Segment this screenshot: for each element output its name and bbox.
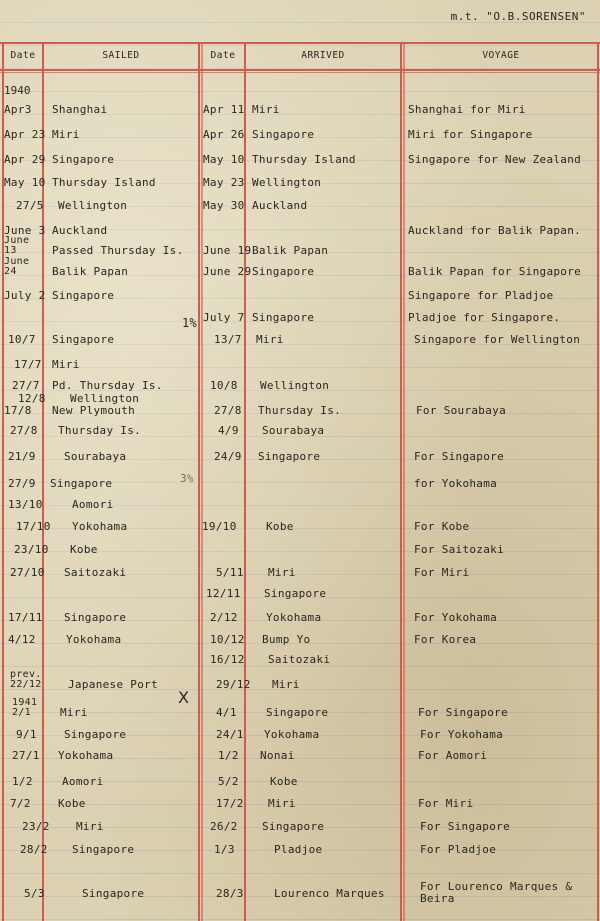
sailed-date: 27/1 [12, 749, 40, 762]
arrived-date: 24/1 [216, 728, 244, 741]
arrived-date: 10/8 [210, 379, 238, 392]
voyage-description: For Yokohama [414, 611, 498, 624]
sailed-date: 1941 2/1 [12, 697, 38, 718]
sailed-date: May 10 [4, 176, 46, 189]
arrived-date: 5/2 [218, 775, 239, 788]
arrived-date: 17/2 [216, 797, 244, 810]
header-sailed: SAILED [102, 50, 140, 61]
voyage-description: For Aomori [418, 749, 488, 762]
sailed-date: 28/2 [20, 843, 48, 856]
sailed-port: Japanese Port [68, 678, 158, 691]
sailed-date: 17/10 [16, 520, 51, 533]
arrived-port: Singapore [262, 820, 325, 833]
sailed-date: 27/10 [10, 566, 45, 579]
sailed-date: 12/8 [18, 392, 46, 405]
margin-mark: 1% [182, 316, 198, 330]
voyage-description: Singapore for Wellington [414, 333, 581, 346]
arrived-port: Kobe [266, 520, 294, 533]
sailed-date: 13/10 [8, 498, 43, 511]
sailed-port: Yokohama [66, 633, 122, 646]
voyage-description: Balik Papan for Singapore [408, 265, 582, 278]
header-voyage: VOYAGE [482, 50, 520, 61]
year-label: 1940 [4, 84, 31, 97]
voyage-description: for Yokohama [414, 477, 498, 490]
voyage-description: For Singapore [418, 706, 508, 719]
sailed-date: 27/8 [10, 424, 38, 437]
arrived-date: 24/9 [214, 450, 242, 463]
column-rule-arrived [400, 42, 402, 921]
arrived-date: 1/2 [218, 749, 239, 762]
sailed-port: Saitozaki [64, 566, 127, 579]
sailed-port: Singapore [64, 611, 127, 624]
arrived-port: Thursday Island [252, 153, 356, 166]
voyage-description: Singapore for Pladjoe [408, 289, 554, 302]
arrived-port: Auckland [252, 199, 308, 212]
voyage-description: For Yokohama [420, 728, 504, 741]
sailed-port: Kobe [70, 543, 98, 556]
arrived-date: 19/10 [202, 520, 237, 533]
arrived-date: 27/8 [214, 404, 242, 417]
header-top-rule [0, 42, 600, 44]
arrived-port: Miri [268, 566, 296, 579]
sailed-port: Singapore [64, 728, 127, 741]
sailed-port: Singapore [82, 887, 145, 900]
voyage-description: For Lourenco Marques & Beira [420, 880, 573, 905]
voyage-description: Pladjoe for Singapore. [408, 311, 561, 324]
arrived-port: Singapore [258, 450, 321, 463]
sailed-date: 27/5 [16, 199, 44, 212]
voyage-description: For Miri [418, 797, 474, 810]
header-bottom-rule [0, 69, 600, 71]
sailed-date: 17/8 [4, 404, 32, 417]
voyage-description: Shanghai for Miri [408, 103, 526, 116]
ship-title: m.t. "O.B.SORENSEN" [450, 10, 586, 23]
header-date-sailed: Date [10, 50, 36, 61]
column-rule-date1 [42, 42, 44, 921]
arrived-date: July 7 [203, 311, 245, 324]
sailed-date: 10/7 [8, 333, 36, 346]
arrived-port: Singapore [252, 311, 315, 324]
header-arrived: ARRIVED [301, 50, 345, 61]
arrived-port: Miri [268, 797, 296, 810]
arrived-date: June 29 [203, 265, 252, 278]
sailed-date: 23/2 [22, 820, 50, 833]
voyage-description: For Singapore [414, 450, 504, 463]
sailed-date: Apr3 [4, 103, 32, 116]
sailed-port: Singapore [50, 477, 113, 490]
arrived-date: 28/3 [216, 887, 244, 900]
arrived-port: Saitozaki [268, 653, 331, 666]
arrived-port: Sourabaya [262, 424, 325, 437]
sailed-port: Miri [52, 128, 80, 141]
arrived-port: Bump Yo [262, 633, 311, 646]
arrived-port: Kobe [270, 775, 298, 788]
arrived-port: Singapore [266, 706, 329, 719]
sailed-port: Aomori [62, 775, 104, 788]
sailed-date: prev. 22/12 [10, 669, 42, 690]
arrived-date: 26/2 [210, 820, 238, 833]
voyage-description: For Korea [414, 633, 477, 646]
sailed-port: Wellington [58, 199, 128, 212]
sailed-port: Kobe [58, 797, 86, 810]
arrived-port: Nonai [260, 749, 295, 762]
sailed-port: Singapore [52, 289, 115, 302]
sailed-port: Wellington [70, 392, 140, 405]
arrived-date: 2/12 [210, 611, 238, 624]
sailed-port: Singapore [52, 333, 115, 346]
sailed-port: Balik Papan [52, 265, 129, 278]
sailed-port: Miri [52, 358, 80, 371]
sailed-date: 23/10 [14, 543, 49, 556]
arrived-port: Pladjoe [274, 843, 323, 856]
sailed-date: 5/3 [24, 887, 45, 900]
arrived-date: May 30 [203, 199, 245, 212]
sailed-port: Aomori [72, 498, 114, 511]
column-rule-date2 [244, 42, 246, 921]
arrived-port: Miri [252, 103, 280, 116]
sailed-date: Apr 23 [4, 128, 46, 141]
sailed-date: June 24 [4, 256, 30, 277]
sailed-date: 1/2 [12, 775, 33, 788]
arrived-date: 1/3 [214, 843, 235, 856]
voyage-description: Singapore for New Zealand [408, 153, 582, 166]
arrived-port: Singapore [252, 128, 315, 141]
arrived-port: Miri [272, 678, 300, 691]
sailed-date: June 3 [4, 224, 46, 237]
sailed-port: Sourabaya [64, 450, 127, 463]
arrived-date: 29/12 [216, 678, 251, 691]
voyage-description: For Miri [414, 566, 470, 579]
arrived-port: Yokohama [266, 611, 322, 624]
sailed-port: Singapore [72, 843, 135, 856]
sailed-port: Miri [60, 706, 88, 719]
sailed-date: 9/1 [16, 728, 37, 741]
header-date-arrived: Date [210, 50, 236, 61]
arrived-port: Wellington [260, 379, 330, 392]
sailed-date: 4/12 [8, 633, 36, 646]
arrived-port: Singapore [252, 265, 315, 278]
sailed-port: Yokohama [58, 749, 114, 762]
sailed-port: Thursday Island [52, 176, 156, 189]
sailed-date: Apr 29 [4, 153, 46, 166]
arrived-port: Thursday Is. [258, 404, 342, 417]
column-rule-sailed-double [201, 42, 203, 921]
sailed-date: July 2 [4, 289, 46, 302]
header-bottom-rule-double [0, 72, 600, 73]
arrived-date: Apr 11 [203, 103, 245, 116]
sailed-date: 17/11 [8, 611, 43, 624]
sailed-date: 27/7 [12, 379, 40, 392]
margin-mark: 3% [180, 472, 194, 485]
arrived-date: 16/12 [210, 653, 245, 666]
arrived-date: June 19 [203, 244, 252, 257]
sailed-port: Pd. Thursday Is. [52, 379, 163, 392]
arrived-date: May 10 [203, 153, 245, 166]
column-rule-arrived-double [403, 42, 405, 921]
column-rule-right [597, 42, 599, 921]
sailed-port: Singapore [52, 153, 115, 166]
sailed-port: Yokohama [72, 520, 128, 533]
sailed-date: 7/2 [10, 797, 31, 810]
sailed-port: Thursday Is. [58, 424, 142, 437]
arrived-date: 4/9 [218, 424, 239, 437]
arrived-port: Lourenco Marques [274, 887, 385, 900]
voyage-description: Auckland for Balik Papan. [408, 224, 582, 237]
voyage-description: Miri for Singapore [408, 128, 533, 141]
voyage-description: For Sourabaya [416, 404, 506, 417]
sailed-port: Auckland [52, 224, 108, 237]
arrived-port: Miri [256, 333, 284, 346]
arrived-date: 12/11 [206, 587, 241, 600]
voyage-description: For Singapore [420, 820, 510, 833]
arrived-date: May 23 [203, 176, 245, 189]
arrived-date: 4/1 [216, 706, 237, 719]
sailed-port: New Plymouth [52, 404, 136, 417]
column-rule-left [2, 42, 4, 921]
arrived-port: Yokohama [264, 728, 320, 741]
sailed-date: June 13 [4, 235, 30, 256]
sailed-port: Passed Thursday Is. [52, 244, 184, 257]
arrived-date: Apr 26 [203, 128, 245, 141]
voyage-description: For Kobe [414, 520, 470, 533]
sailed-date: 21/9 [8, 450, 36, 463]
sailed-port: Miri [76, 820, 104, 833]
sailed-date: 27/9 [8, 477, 36, 490]
arrived-date: 13/7 [214, 333, 242, 346]
voyage-description: For Pladjoe [420, 843, 497, 856]
arrived-port: Wellington [252, 176, 322, 189]
voyage-description: For Saitozaki [414, 543, 504, 556]
sailed-port: Shanghai [52, 103, 108, 116]
column-rule-sailed [198, 42, 200, 921]
arrived-port: Singapore [264, 587, 327, 600]
sailed-date: 17/7 [14, 358, 42, 371]
handwritten-x-mark: X [178, 688, 190, 707]
arrived-date: 5/11 [216, 566, 244, 579]
arrived-port: Balik Papan [252, 244, 329, 257]
arrived-date: 10/12 [210, 633, 245, 646]
